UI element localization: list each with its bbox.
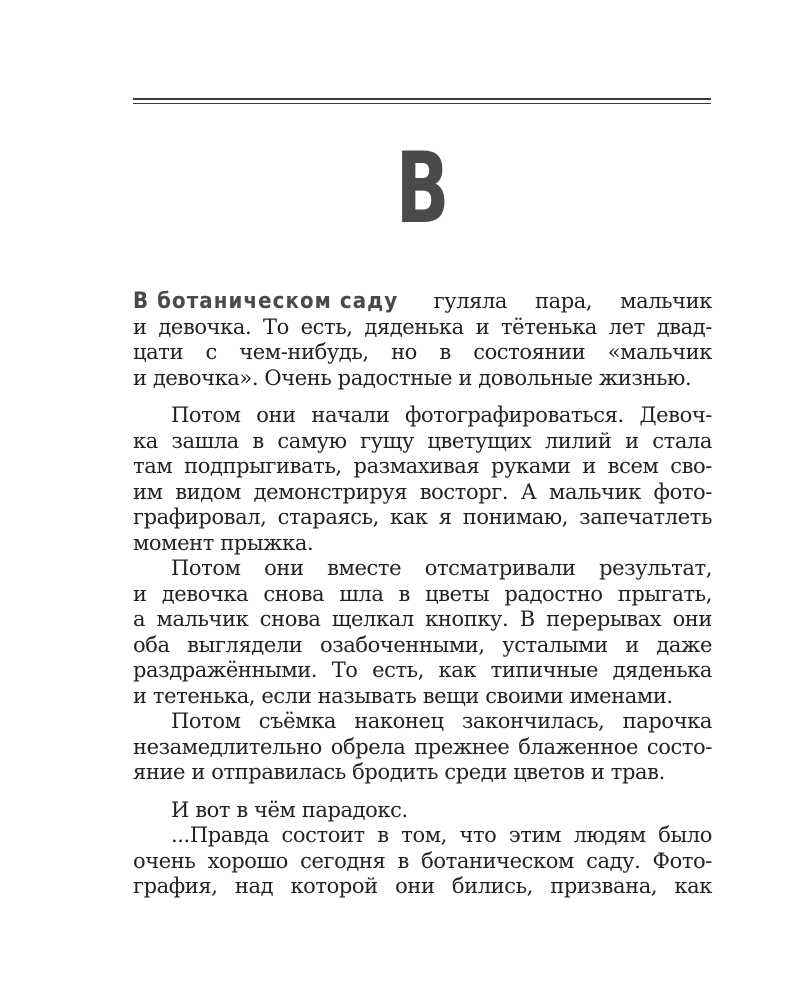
text-line: и девочка». Очень радостные и довольные жизнью. [133, 365, 692, 390]
text-line: В ботаническом саду гуляла пара, мальчик [133, 289, 712, 314]
chapter-letter: В [395, 132, 450, 246]
text-line: и девочка. То есть, дяденька и тётенька лет двад- [133, 314, 712, 339]
text-line: а мальчик снова щелкал кнопку. В перерывах они [133, 607, 712, 631]
text-line: Потом они вместе отсматривали результат, [171, 556, 712, 580]
text-line: там подпрыгивать, размахивая руками и всем сво- [133, 454, 712, 478]
header-rule-bottom [133, 103, 711, 104]
text-line: и девочка снова шла в цветы радостно прыгать, [133, 581, 712, 606]
text-line: и тетенька, если называть вещи своими именами. [133, 683, 673, 708]
text-line: им видом демонстрируя восторг. А мальчик фото- [133, 479, 712, 504]
text-line: И вот в чём парадокс. [171, 797, 408, 822]
body-text [133, 289, 712, 900]
text-line: Потом они начали фотографироваться. Девоч- [171, 403, 712, 427]
text-line: момент прыжка. [133, 530, 314, 555]
text-line: незамедлительно обрела прежнее блаженное состо- [133, 734, 712, 759]
text-line: графия, над которой они бились, призвана, как [133, 874, 712, 898]
text-line: очень хорошо сегодня в ботаническом саду. Фото- [133, 848, 712, 873]
text-line: раздражёнными. То есть, как типичные дяденька [133, 658, 712, 682]
text-line: цати с чем-нибудь, но в состоянии «мальчик [133, 340, 712, 364]
lead-in-phrase: В ботаническом саду [133, 289, 399, 314]
header-rule-top [133, 98, 711, 100]
text-line: яние и отправилась бродить среди цветов и трав. [133, 760, 665, 784]
text-line: ...Правда состоит в том, что этим людям было [171, 823, 712, 847]
text-line: ка зашла в самую гущу цветущих лилий и стала [133, 428, 712, 453]
text-line: оба выглядели озабоченными, усталыми и даже [133, 632, 712, 657]
text-line: графировал, стараясь, как я понимаю, запечатлеть [133, 505, 712, 529]
text-line: Потом съёмка наконец закончилась, парочка [171, 709, 712, 733]
